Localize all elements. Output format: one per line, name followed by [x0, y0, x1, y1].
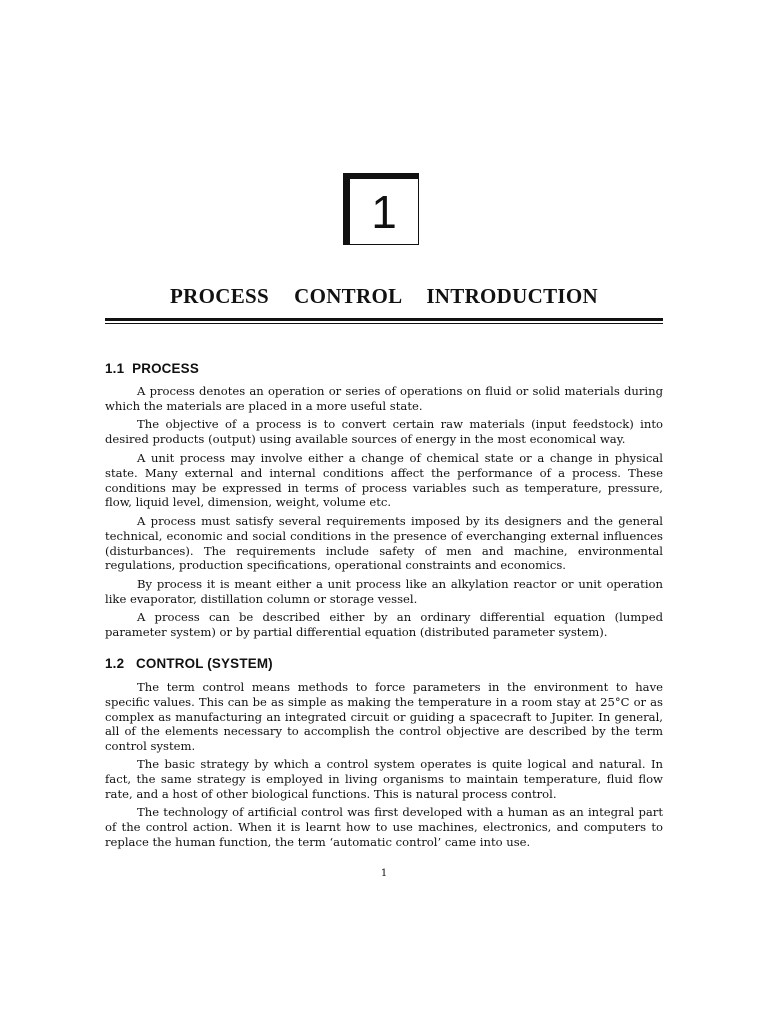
section-number: 1.1: [105, 361, 125, 376]
chapter-number: 1: [349, 178, 419, 245]
paragraph: A process can be described either by an ordinary differential equation (lumped parameter system) or by partial differential equation (distributed parameter system).: [105, 610, 663, 639]
paragraph: A process denotes an operation or series of operations on fluid or solid materials during which the materials are placed in a more useful state.: [105, 384, 663, 413]
paragraph: The technology of artificial control was first developed with a human as an integral part of the control action. When it is learnt how to use machines, electronics, and computers to replace the human function, the term ‘automatic control’ came into use.: [105, 805, 663, 849]
section-title: PROCESS: [132, 361, 199, 376]
chapter-title: PROCESS CONTROL INTRODUCTION: [170, 284, 598, 308]
paragraph: The objective of a process is to convert certain raw materials (input feedstock) into desired products (output) using available sources of energy in the most economical way.: [105, 417, 663, 446]
paragraph: The term control means methods to force parameters in the environment to have specific values. This can be as simple as making the temperature in a room stay at 25°C or as complex as manufacturing an integrated circuit or guiding a spacecraft to Jupiter. In general, all of the elements necessary to accomplish the control objective are described by the term control system.: [105, 680, 663, 754]
section-title: CONTROL (SYSTEM): [135, 656, 273, 671]
paragraph: A process must satisfy several requirements imposed by its designers and the general technical, economic and social conditions in the presence of everchanging external influences (disturbances). The requirements include safety of men and machine, environmental regulations, production specifications, operational constraints and economics.: [105, 514, 663, 573]
title-rule-thin: [105, 323, 663, 324]
section-heading-1-2: [105, 656, 273, 671]
paragraph: The basic strategy by which a control system operates is quite logical and natural. In fact, the same strategy is employed in living organisms to maintain temperature, fluid flow rate, and a host of other biological functions. This is natural process control.: [105, 757, 663, 801]
title-rule-thick: [105, 318, 663, 321]
paragraph: By process it is meant either a unit process like an alkylation reactor or unit operation like evaporator, distillation column or storage vessel.: [105, 577, 663, 606]
page-number: 1: [380, 868, 388, 879]
paragraph: A unit process may involve either a change of chemical state or a change in physical state. Many external and internal conditions affect the performance of a process. These conditions may be expressed in terms of process variables such as temperature, pressure, flow, liquid level, dimension, weight, volume etc.: [105, 451, 663, 510]
section-number: 1.2: [105, 656, 125, 671]
section-heading-1-1: [105, 361, 199, 376]
chapter-number-box: [343, 173, 425, 251]
